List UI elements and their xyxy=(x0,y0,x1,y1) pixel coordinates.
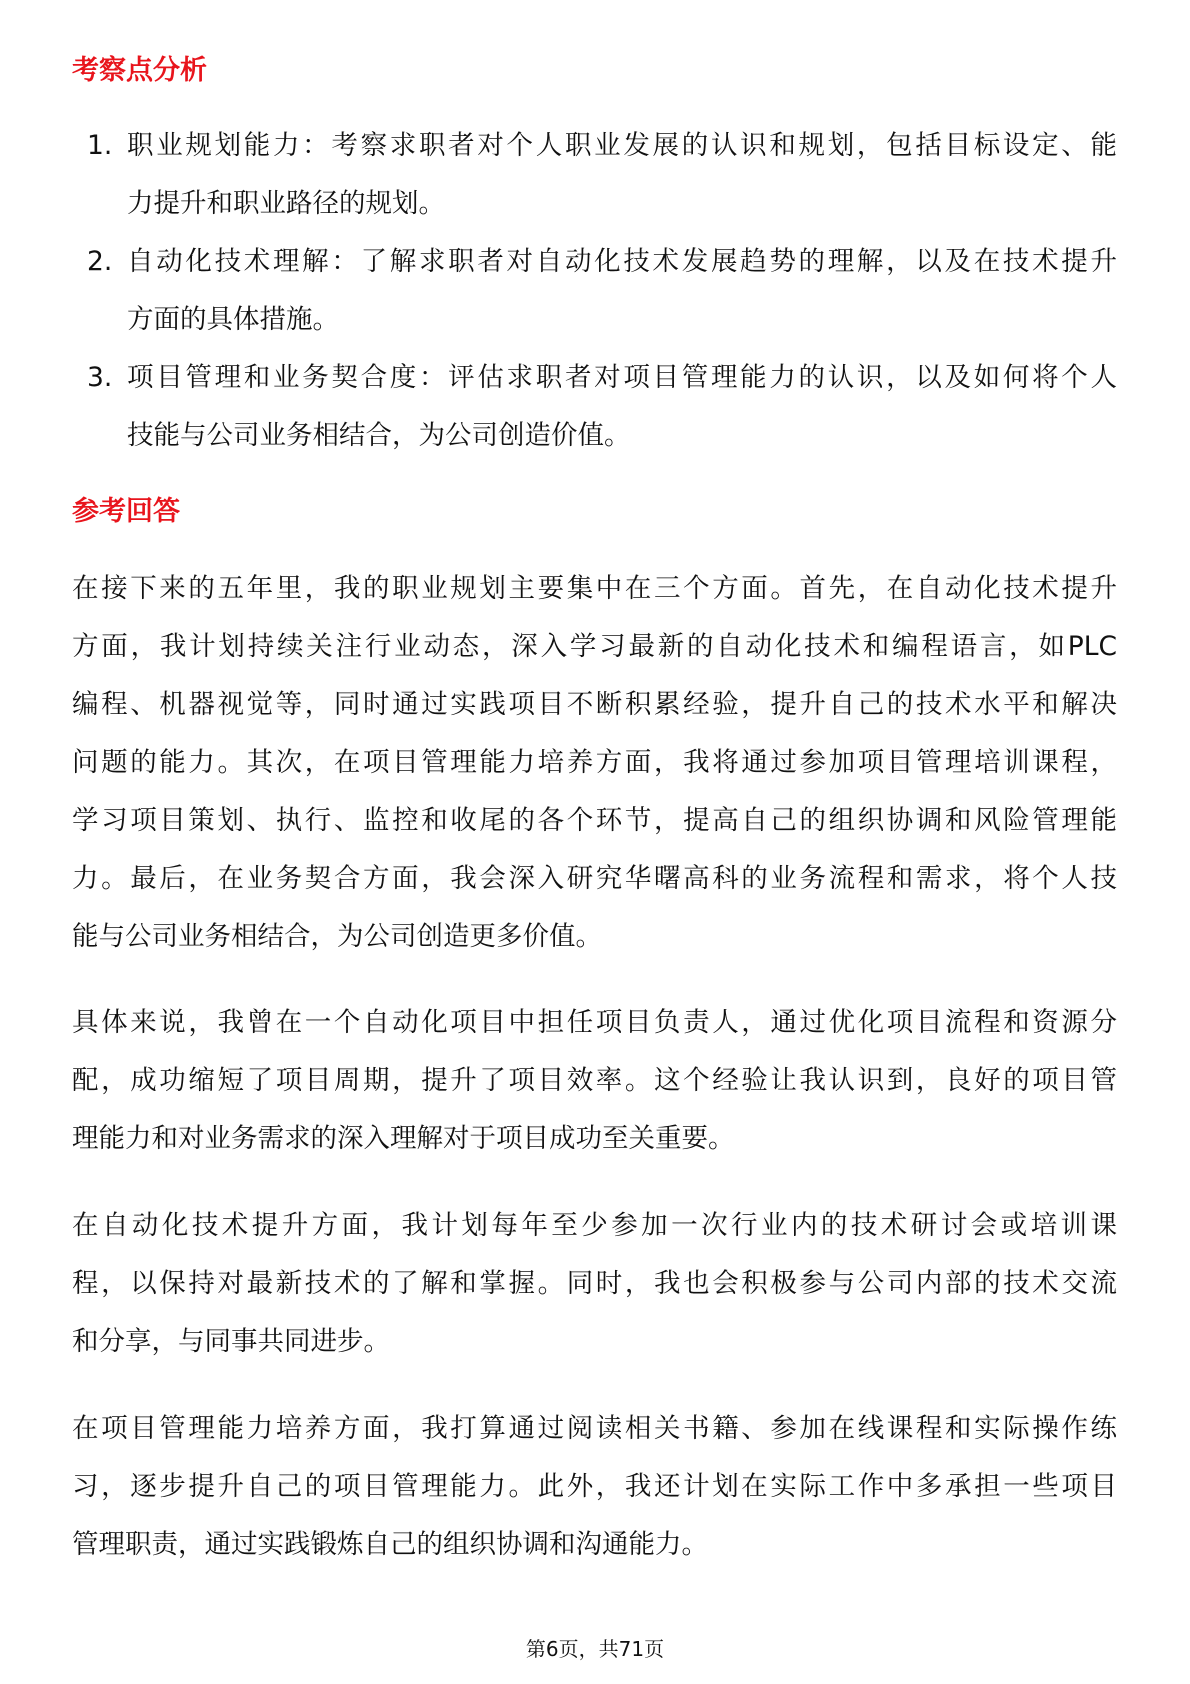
paragraph xyxy=(72,1400,1117,1574)
paragraph xyxy=(72,560,1117,966)
analysis-list xyxy=(72,117,1117,465)
section-title-analysis: 考察点分析 xyxy=(72,55,207,86)
paragraph xyxy=(72,994,1117,1168)
paragraph-line: 问题的能力。其次，在项目管理能力培养方面，我将通过参加项目管理培训课程， xyxy=(72,747,1117,778)
paragraph-line: 理能力和对业务需求的深入理解对于项目成功至关重要。 xyxy=(72,1123,735,1154)
paragraph-line: 配，成功缩短了项目周期，提升了项目效率。这个经验让我认识到，良好的项目管 xyxy=(72,1065,1117,1096)
paragraph-line: 在自动化技术提升方面，我计划每年至少参加一次行业内的技术研讨会或培训课 xyxy=(72,1210,1117,1241)
list-text-line: 力提升和职业路径的规划。 xyxy=(127,188,445,219)
list-text-line: 项目管理和业务契合度：评估求职者对项目管理能力的认识，以及如何将个人 xyxy=(127,362,1117,393)
paragraph-line: 方面，我计划持续关注行业动态，深入学习最新的自动化技术和编程语言，如PLC xyxy=(72,631,1117,662)
list-text-line: 技能与公司业务相结合，为公司创造价值。 xyxy=(127,420,631,451)
list-number: 2. xyxy=(87,246,113,277)
paragraph-line: 管理职责，通过实践锻炼自己的组织协调和沟通能力。 xyxy=(72,1529,708,1560)
paragraph-line: 学习项目策划、执行、监控和收尾的各个环节，提高自己的组织协调和风险管理能 xyxy=(72,805,1117,836)
list-text-line: 方面的具体措施。 xyxy=(127,304,339,335)
list-item xyxy=(72,233,1117,349)
list-text-line: 自动化技术理解：了解求职者对自动化技术发展趋势的理解，以及在技术提升 xyxy=(127,246,1117,277)
list-number: 1. xyxy=(87,130,113,161)
paragraph-line: 在项目管理能力培养方面，我打算通过阅读相关书籍、参加在线课程和实际操作练 xyxy=(72,1413,1117,1444)
paragraph-line: 编程、机器视觉等，同时通过实践项目不断积累经验，提升自己的技术水平和解决 xyxy=(72,689,1117,720)
paragraph-line: 习，逐步提升自己的项目管理能力。此外，我还计划在实际工作中多承担一些项目 xyxy=(72,1471,1117,1502)
paragraph-line: 力。最后，在业务契合方面，我会深入研究华曙高科的业务流程和需求，将个人技 xyxy=(72,863,1117,894)
list-item xyxy=(72,117,1117,233)
paragraph-line: 具体来说，我曾在一个自动化项目中担任项目负责人，通过优化项目流程和资源分 xyxy=(72,1007,1117,1038)
paragraph-line: 能与公司业务相结合，为公司创造更多价值。 xyxy=(72,921,602,952)
page-number: 第6页，共71页 xyxy=(525,1637,665,1661)
list-text-line: 职业规划能力：考察求职者对个人职业发展的认识和规划，包括目标设定、能 xyxy=(127,130,1117,161)
paragraph xyxy=(72,1197,1117,1371)
paragraph-line: 和分享，与同事共同进步。 xyxy=(72,1326,390,1357)
paragraph-line: 程，以保持对最新技术的了解和掌握。同时，我也会积极参与公司内部的技术交流 xyxy=(72,1268,1117,1299)
list-number: 3. xyxy=(87,362,113,393)
section-title-answer: 参考回答 xyxy=(72,496,180,527)
paragraph-line: 在接下来的五年里，我的职业规划主要集中在三个方面。首先，在自动化技术提升 xyxy=(72,573,1117,604)
list-item xyxy=(72,349,1117,465)
